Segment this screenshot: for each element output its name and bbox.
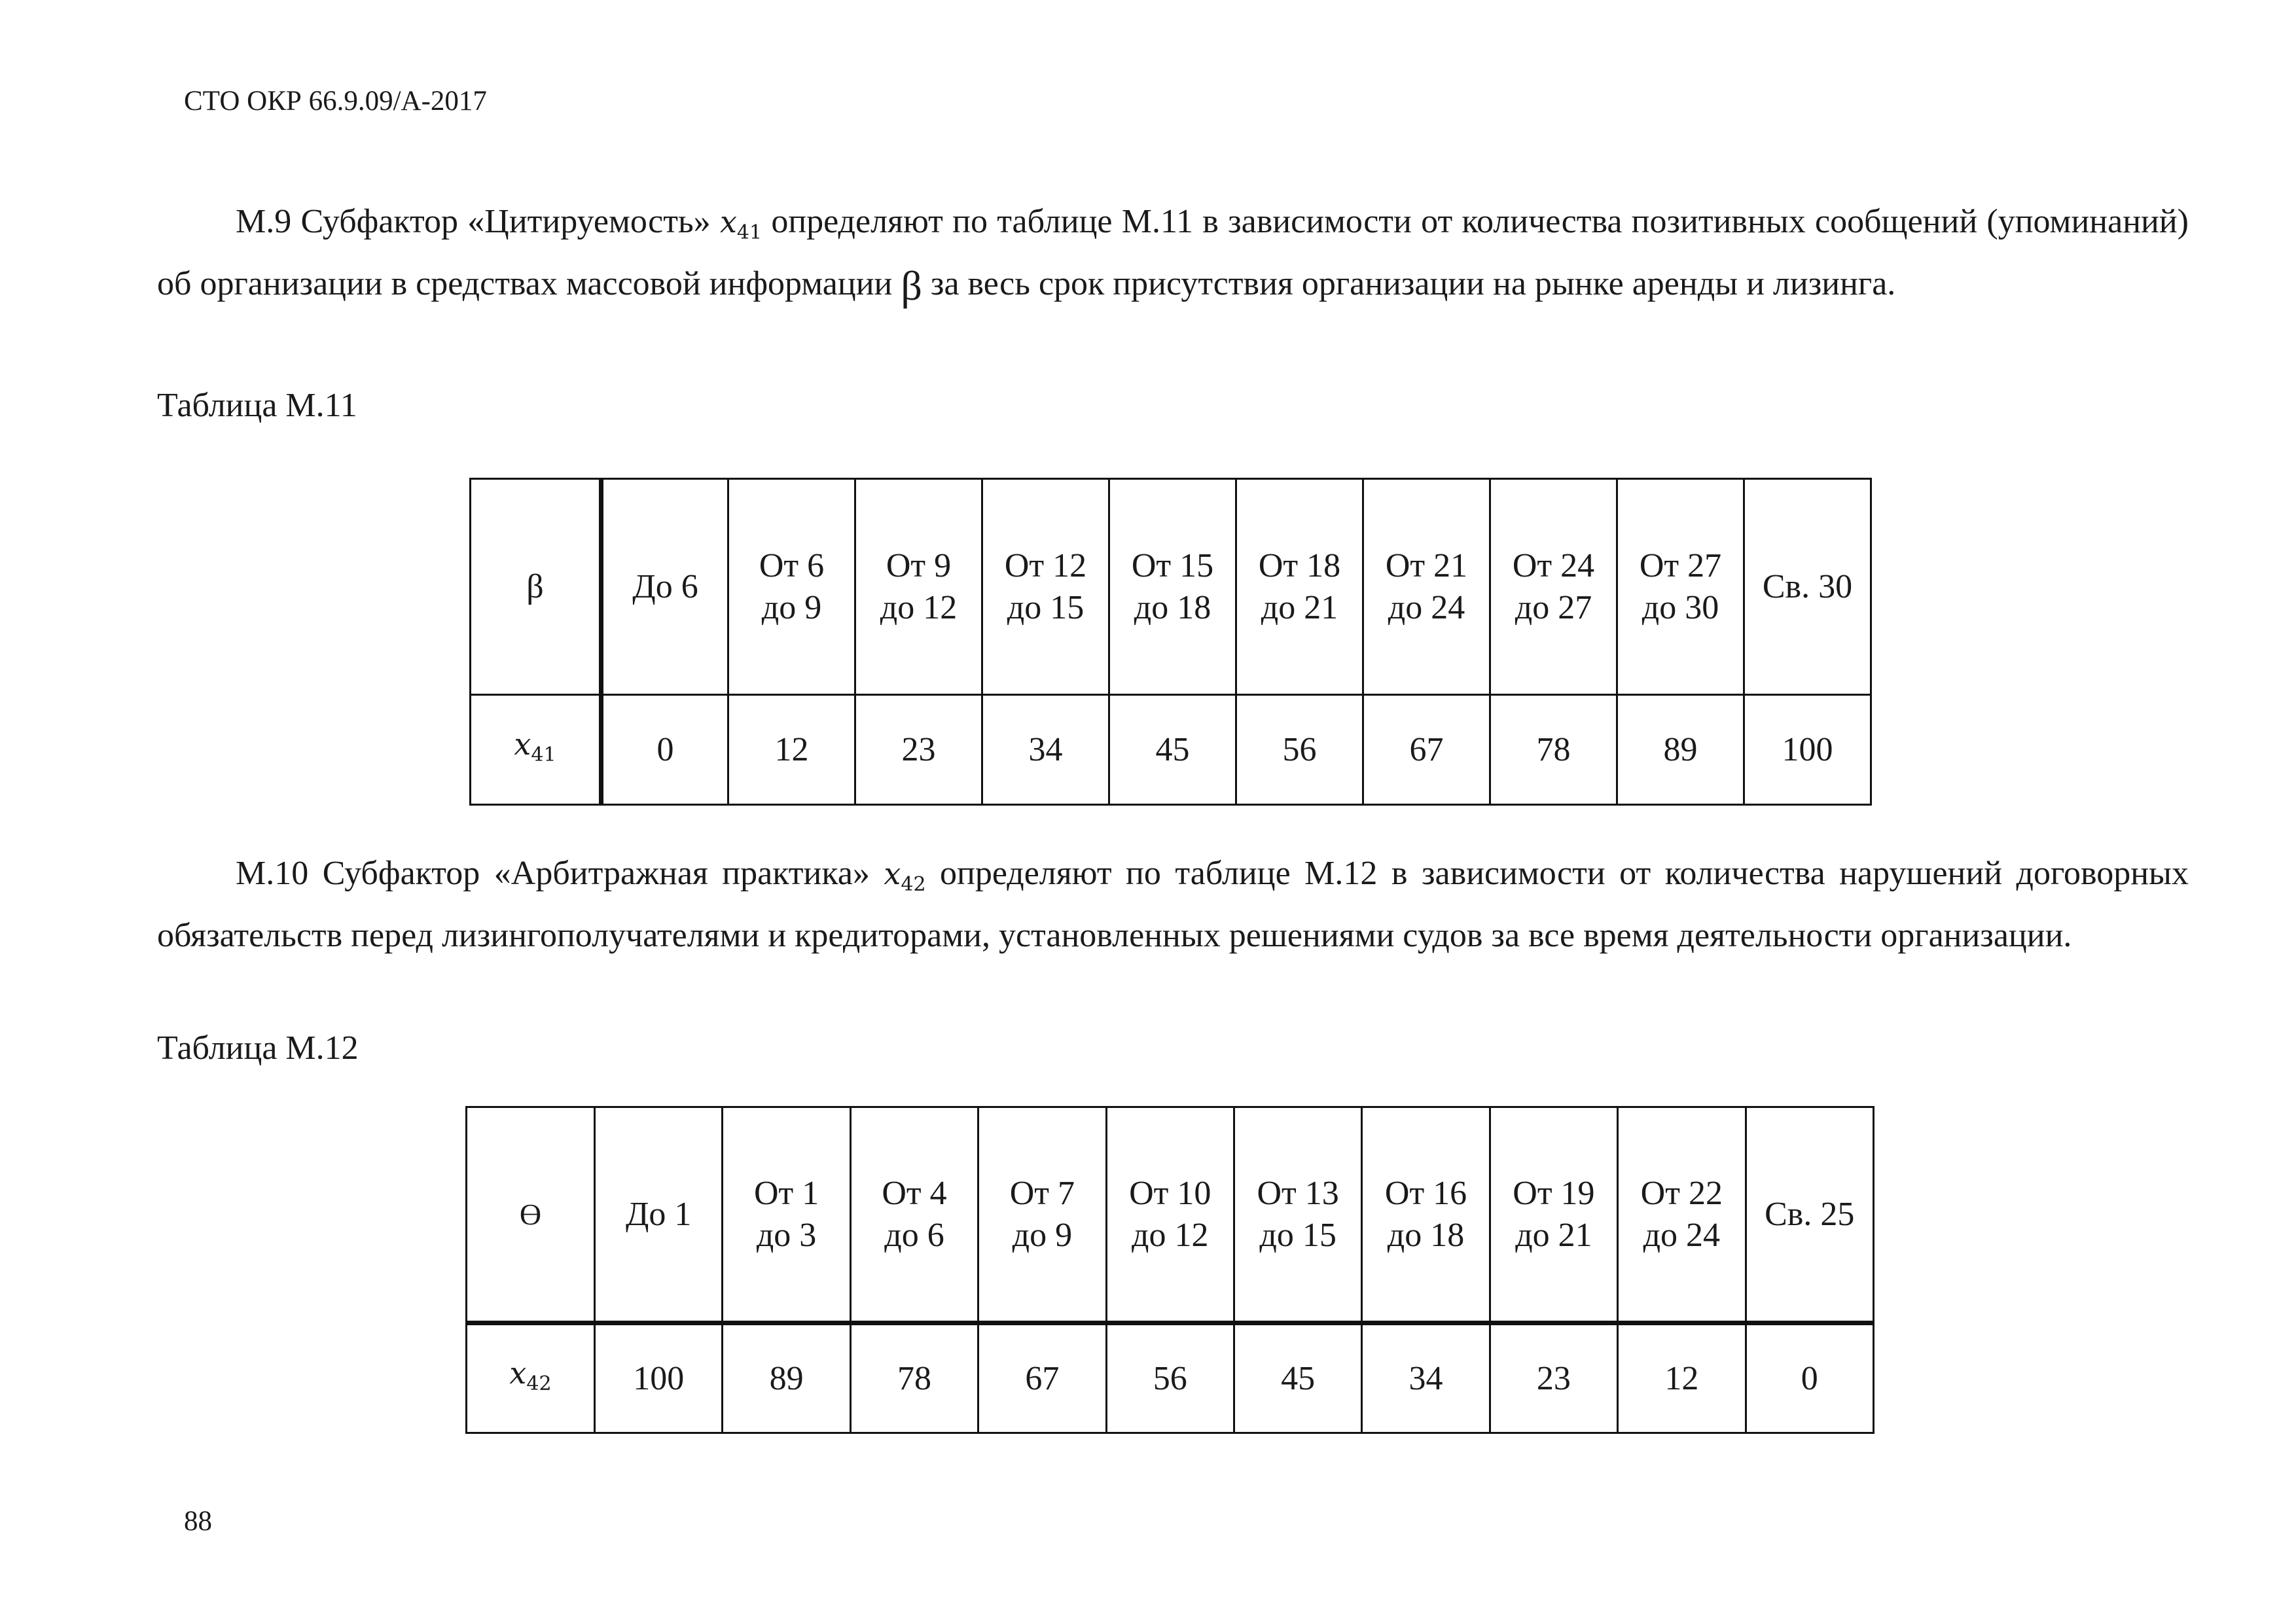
variable-x42: $x_{42}$ [884, 856, 926, 897]
table-m12-value-cell: 67 [978, 1323, 1106, 1433]
table-m11-value-cell: 23 [855, 695, 982, 805]
document-code: СТО ОКР 66.9.09/А-2017 [184, 86, 487, 116]
table-m12-header-cell: От 7 до 9 [978, 1107, 1106, 1323]
paragraph-m9 [157, 196, 2189, 312]
paragraph-m10-text-2: определяют по таблице М.12 в зависимости от количества нарушений договорных обязательств перед лизингополучателями и кредиторами, установленных решениями судов за все время деятельности организации. [157, 855, 2189, 955]
paragraph-m9-text-1: М.9 Субфактор «Цитируемость» [236, 203, 720, 240]
table-m11-value-cell: 12 [728, 695, 855, 805]
table-m12-caption: Таблица М.12 [157, 1029, 359, 1067]
page-number: 88 [184, 1506, 212, 1537]
table-m11-row-label-beta: β [471, 479, 601, 695]
table-m11-value-cell: 56 [1236, 695, 1363, 805]
table-m11-caption: Таблица М.11 [157, 387, 357, 424]
table-m12-header-cell: От 16 до 18 [1362, 1107, 1490, 1323]
table-m11-value-row [471, 695, 1871, 805]
table-m12-value-cell: 100 [595, 1323, 723, 1433]
table-m12-value-cell: 89 [723, 1323, 850, 1433]
table-m11 [469, 478, 1872, 806]
paragraph-m10 [157, 848, 2189, 961]
table-m12-row-label-theta: ϴ [467, 1107, 595, 1323]
table-m11-header-cell: От 21 до 24 [1363, 479, 1490, 695]
table-m11-header-cell: От 24 до 27 [1490, 479, 1617, 695]
table-m11-header-row [471, 479, 1871, 695]
table-m12-value-cell: 0 [1746, 1323, 1873, 1433]
table-m11-header-cell: От 6 до 9 [728, 479, 855, 695]
table-m11-header-cell: От 15 до 18 [1109, 479, 1236, 695]
table-m12-value-cell: 45 [1234, 1323, 1361, 1433]
table-m11-value-cell: 45 [1109, 695, 1236, 805]
paragraph-m9-text-2: определяют по таблице М.11 в зависимости от количества позитивных сообщений (упоминаний) об организации в средствах массовой информации [157, 203, 2189, 303]
table-m12-value-cell: 34 [1362, 1323, 1490, 1433]
table-m11-header-cell: От 12 до 15 [982, 479, 1109, 695]
paragraph-m9-text-3: за весь срок присутствия организации на рынке аренды и лизинга. [922, 265, 1896, 303]
table-m12-row-label-x42: $x_{42}$ [467, 1323, 595, 1433]
table-m12-value-cell: 56 [1106, 1323, 1234, 1433]
table-m11-value-cell: 0 [601, 695, 728, 805]
table-m12-header-cell: От 22 до 24 [1618, 1107, 1746, 1323]
table-m12-header-cell: До 1 [595, 1107, 723, 1323]
table-m12 [465, 1106, 1874, 1434]
table-m11-header-cell: От 18 до 21 [1236, 479, 1363, 695]
table-m11-value-cell: 78 [1490, 695, 1617, 805]
table-m11-value-cell: 67 [1363, 695, 1490, 805]
table-m11-row-label-x41: $x_{41}$ [471, 695, 601, 805]
table-m12-value-cell: 23 [1490, 1323, 1617, 1433]
table-m11-header-cell: Св. 30 [1744, 479, 1871, 695]
table-m12-header-cell: От 1 до 3 [723, 1107, 850, 1323]
table-m12-header-row [467, 1107, 1874, 1323]
table-m12-value-cell: 78 [850, 1323, 978, 1433]
table-m11-value-cell: 89 [1617, 695, 1744, 805]
table-m11-header-cell: От 9 до 12 [855, 479, 982, 695]
table-m11-header-cell: До 6 [601, 479, 728, 695]
table-m11-value-cell: 100 [1744, 695, 1871, 805]
table-m12-header-cell: От 19 до 21 [1490, 1107, 1617, 1323]
table-m12-header-cell: От 10 до 12 [1106, 1107, 1234, 1323]
variable-x41: $x_{41}$ [719, 204, 762, 245]
table-m11-header-cell: От 27 до 30 [1617, 479, 1744, 695]
paragraph-m10-text-1: М.10 Субфактор «Арбитражная практика» [236, 855, 884, 892]
table-m12-header-cell: От 13 до 15 [1234, 1107, 1361, 1323]
table-m12-value-row [467, 1323, 1874, 1433]
beta-symbol: β [901, 262, 922, 310]
table-m11-value-cell: 34 [982, 695, 1109, 805]
table-m12-header-cell: От 4 до 6 [850, 1107, 978, 1323]
table-m12-header-cell: Св. 25 [1746, 1107, 1873, 1323]
table-m12-value-cell: 12 [1618, 1323, 1746, 1433]
